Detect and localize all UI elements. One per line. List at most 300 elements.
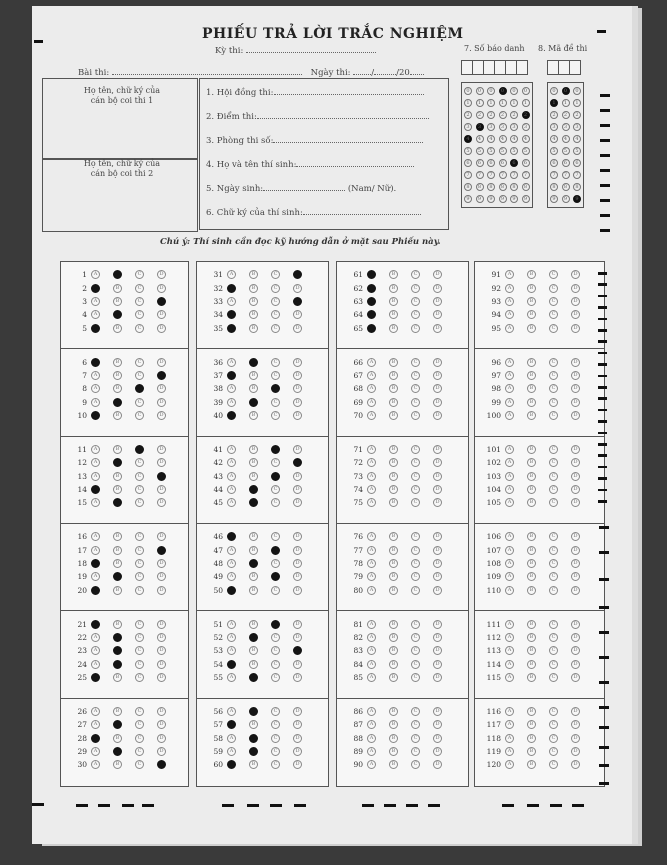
answer-bubble-c[interactable]: C (411, 498, 420, 507)
answer-bubble-b[interactable]: B (113, 485, 122, 494)
answer-bubble-c[interactable]: C (271, 673, 280, 682)
answer-bubble-b[interactable]: B (249, 646, 258, 655)
answer-bubble-b[interactable]: B (113, 720, 122, 729)
answer-bubble-a[interactable]: A (505, 707, 514, 716)
answer-bubble-c[interactable]: C (411, 398, 420, 407)
answer-bubble-d[interactable]: D (293, 297, 302, 306)
answer-bubble-a[interactable]: A (227, 324, 236, 333)
digit-bubble[interactable]: 2 (487, 111, 495, 119)
answer-bubble-c[interactable]: C (549, 673, 558, 682)
answer-bubble-d[interactable]: D (293, 485, 302, 494)
answer-bubble-d[interactable]: D (157, 720, 166, 729)
digit-bubble[interactable]: 4 (522, 135, 530, 143)
answer-bubble-a[interactable]: A (91, 485, 100, 494)
answer-bubble-c[interactable]: C (411, 660, 420, 669)
answer-bubble-c[interactable]: C (549, 498, 558, 507)
answer-bubble-b[interactable]: B (389, 297, 398, 306)
answer-bubble-d[interactable]: D (293, 760, 302, 769)
digit-bubble[interactable]: 1 (573, 99, 581, 107)
digit-bubble[interactable]: 6 (573, 159, 581, 167)
answer-bubble-a[interactable]: A (227, 760, 236, 769)
digit-bubble[interactable]: 8 (499, 183, 507, 191)
answer-bubble-b[interactable]: B (389, 458, 398, 467)
answer-bubble-a[interactable]: A (91, 660, 100, 669)
answer-bubble-c[interactable]: C (271, 384, 280, 393)
digit-bubble[interactable]: 6 (510, 159, 518, 167)
answer-bubble-c[interactable]: C (411, 760, 420, 769)
answer-bubble-c[interactable]: C (271, 324, 280, 333)
digit-bubble[interactable]: 0 (573, 87, 581, 95)
answer-bubble-b[interactable]: B (249, 297, 258, 306)
answer-bubble-c[interactable]: C (549, 384, 558, 393)
bai-thi-field[interactable] (112, 74, 302, 75)
answer-bubble-d[interactable]: D (157, 620, 166, 629)
answer-bubble-b[interactable]: B (389, 398, 398, 407)
answer-bubble-b[interactable]: B (527, 498, 536, 507)
ky-thi-field[interactable] (246, 52, 376, 53)
answer-bubble-a[interactable]: A (505, 458, 514, 467)
answer-bubble-b[interactable]: B (389, 445, 398, 454)
digit-bubble[interactable]: 3 (464, 123, 472, 131)
field-birthdate-input[interactable] (263, 190, 345, 191)
answer-bubble-a[interactable]: A (91, 371, 100, 380)
answer-bubble-d[interactable]: D (433, 572, 442, 581)
answer-bubble-c[interactable]: C (135, 620, 144, 629)
digit-bubble[interactable]: 7 (573, 171, 581, 179)
answer-bubble-c[interactable]: C (549, 660, 558, 669)
answer-bubble-d[interactable]: D (293, 371, 302, 380)
answer-bubble-a[interactable]: A (367, 760, 376, 769)
answer-bubble-c[interactable]: C (411, 620, 420, 629)
answer-bubble-c[interactable]: C (411, 559, 420, 568)
answer-bubble-a[interactable]: A (367, 270, 376, 279)
digit-bubble[interactable]: 7 (562, 171, 570, 179)
answer-bubble-c[interactable]: C (549, 284, 558, 293)
answer-bubble-b[interactable]: B (389, 707, 398, 716)
answer-bubble-b[interactable]: B (249, 633, 258, 642)
answer-bubble-d[interactable]: D (571, 284, 580, 293)
answer-bubble-b[interactable]: B (113, 586, 122, 595)
answer-bubble-b[interactable]: B (113, 707, 122, 716)
digit-bubble[interactable]: 8 (573, 183, 581, 191)
answer-bubble-b[interactable]: B (389, 633, 398, 642)
digit-bubble[interactable]: 4 (573, 135, 581, 143)
answer-bubble-c[interactable]: C (271, 498, 280, 507)
digit-bubble[interactable]: 6 (487, 159, 495, 167)
answer-bubble-b[interactable]: B (527, 270, 536, 279)
digit-bubble[interactable]: 4 (499, 135, 507, 143)
answer-bubble-c[interactable]: C (549, 747, 558, 756)
digit-bubble[interactable]: 8 (476, 183, 484, 191)
answer-bubble-b[interactable]: B (249, 371, 258, 380)
answer-bubble-c[interactable]: C (549, 559, 558, 568)
answer-bubble-c[interactable]: C (135, 384, 144, 393)
digit-bubble[interactable]: 7 (487, 171, 495, 179)
answer-bubble-c[interactable]: C (411, 384, 420, 393)
answer-bubble-a[interactable]: A (505, 720, 514, 729)
answer-bubble-d[interactable]: D (157, 572, 166, 581)
answer-bubble-d[interactable]: D (293, 633, 302, 642)
answer-bubble-a[interactable]: A (91, 646, 100, 655)
answer-bubble-c[interactable]: C (271, 371, 280, 380)
digit-bubble[interactable]: 4 (550, 135, 558, 143)
answer-bubble-c[interactable]: C (135, 270, 144, 279)
digit-bubble[interactable]: 4 (510, 135, 518, 143)
answer-bubble-d[interactable]: D (157, 284, 166, 293)
answer-bubble-b[interactable]: B (113, 384, 122, 393)
answer-bubble-c[interactable]: C (271, 586, 280, 595)
answer-bubble-a[interactable]: A (505, 445, 514, 454)
answer-bubble-d[interactable]: D (293, 398, 302, 407)
answer-bubble-d[interactable]: D (433, 485, 442, 494)
answer-bubble-c[interactable]: C (411, 532, 420, 541)
answer-bubble-a[interactable]: A (91, 760, 100, 769)
answer-bubble-d[interactable]: D (157, 660, 166, 669)
answer-bubble-d[interactable]: D (571, 270, 580, 279)
answer-bubble-d[interactable]: D (293, 445, 302, 454)
answer-bubble-c[interactable]: C (411, 310, 420, 319)
answer-bubble-d[interactable]: D (293, 572, 302, 581)
digit-bubble[interactable]: 4 (487, 135, 495, 143)
answer-bubble-c[interactable]: C (549, 371, 558, 380)
answer-bubble-d[interactable]: D (293, 284, 302, 293)
answer-bubble-d[interactable]: D (293, 720, 302, 729)
digit-bubble[interactable]: 9 (562, 195, 570, 203)
answer-bubble-c[interactable]: C (135, 546, 144, 555)
answer-bubble-c[interactable]: C (411, 284, 420, 293)
answer-bubble-a[interactable]: A (367, 284, 376, 293)
answer-bubble-a[interactable]: A (227, 572, 236, 581)
answer-bubble-b[interactable]: B (527, 358, 536, 367)
answer-bubble-b[interactable]: B (249, 673, 258, 682)
answer-bubble-a[interactable]: A (367, 720, 376, 729)
answer-bubble-d[interactable]: D (433, 297, 442, 306)
answer-bubble-b[interactable]: B (113, 620, 122, 629)
answer-bubble-a[interactable]: A (91, 458, 100, 467)
answer-bubble-b[interactable]: B (527, 398, 536, 407)
answer-bubble-d[interactable]: D (433, 445, 442, 454)
year-field[interactable] (410, 74, 424, 75)
answer-bubble-c[interactable]: C (411, 270, 420, 279)
answer-bubble-c[interactable]: C (549, 734, 558, 743)
answer-bubble-b[interactable]: B (389, 572, 398, 581)
answer-bubble-a[interactable]: A (505, 559, 514, 568)
answer-bubble-d[interactable]: D (293, 734, 302, 743)
answer-bubble-a[interactable]: A (505, 646, 514, 655)
answer-bubble-d[interactable]: D (433, 284, 442, 293)
answer-bubble-b[interactable]: B (113, 284, 122, 293)
answer-bubble-d[interactable]: D (157, 270, 166, 279)
digit-bubble[interactable]: 3 (522, 123, 530, 131)
digit-bubble[interactable]: 8 (510, 183, 518, 191)
answer-bubble-a[interactable]: A (505, 297, 514, 306)
answer-bubble-d[interactable]: D (571, 445, 580, 454)
answer-bubble-d[interactable]: D (157, 707, 166, 716)
answer-bubble-b[interactable]: B (249, 532, 258, 541)
answer-bubble-b[interactable]: B (249, 384, 258, 393)
answer-bubble-a[interactable]: A (505, 270, 514, 279)
answer-bubble-c[interactable]: C (411, 472, 420, 481)
answer-bubble-d[interactable]: D (293, 546, 302, 555)
answer-bubble-d[interactable]: D (433, 358, 442, 367)
digit-bubble[interactable]: 6 (550, 159, 558, 167)
answer-bubble-d[interactable]: D (157, 747, 166, 756)
answer-bubble-b[interactable]: B (389, 646, 398, 655)
answer-bubble-a[interactable]: A (367, 660, 376, 669)
answer-bubble-a[interactable]: A (227, 546, 236, 555)
sbd-write-cells[interactable] (461, 60, 527, 75)
answer-bubble-b[interactable]: B (113, 572, 122, 581)
digit-bubble[interactable]: 1 (476, 99, 484, 107)
answer-bubble-c[interactable]: C (411, 458, 420, 467)
answer-bubble-d[interactable]: D (433, 310, 442, 319)
answer-bubble-c[interactable]: C (549, 760, 558, 769)
answer-bubble-a[interactable]: A (505, 572, 514, 581)
answer-bubble-c[interactable]: C (271, 546, 280, 555)
answer-bubble-c[interactable]: C (271, 747, 280, 756)
answer-bubble-b[interactable]: B (249, 472, 258, 481)
answer-bubble-d[interactable]: D (433, 384, 442, 393)
answer-bubble-a[interactable]: A (367, 398, 376, 407)
answer-bubble-d[interactable]: D (433, 720, 442, 729)
answer-bubble-b[interactable]: B (113, 297, 122, 306)
answer-bubble-a[interactable]: A (367, 747, 376, 756)
digit-bubble[interactable]: 0 (464, 87, 472, 95)
answer-bubble-b[interactable]: B (389, 760, 398, 769)
answer-bubble-a[interactable]: A (91, 297, 100, 306)
answer-bubble-c[interactable]: C (135, 646, 144, 655)
digit-bubble[interactable]: 5 (573, 147, 581, 155)
digit-bubble[interactable]: 4 (562, 135, 570, 143)
answer-bubble-b[interactable]: B (249, 734, 258, 743)
digit-bubble[interactable]: 3 (487, 123, 495, 131)
digit-bubble[interactable]: 9 (550, 195, 558, 203)
answer-bubble-c[interactable]: C (411, 646, 420, 655)
answer-bubble-d[interactable]: D (433, 324, 442, 333)
answer-bubble-d[interactable]: D (157, 371, 166, 380)
answer-bubble-a[interactable]: A (227, 747, 236, 756)
answer-bubble-a[interactable]: A (367, 297, 376, 306)
answer-bubble-b[interactable]: B (113, 310, 122, 319)
answer-bubble-d[interactable]: D (293, 472, 302, 481)
answer-bubble-d[interactable]: D (571, 358, 580, 367)
answer-bubble-b[interactable]: B (249, 445, 258, 454)
answer-bubble-b[interactable]: B (249, 760, 258, 769)
answer-bubble-d[interactable]: D (157, 646, 166, 655)
answer-bubble-d[interactable]: D (157, 324, 166, 333)
answer-bubble-c[interactable]: C (411, 546, 420, 555)
made-write-cells[interactable] (547, 60, 580, 75)
answer-bubble-d[interactable]: D (433, 586, 442, 595)
answer-bubble-b[interactable]: B (527, 411, 536, 420)
digit-bubble[interactable]: 2 (550, 111, 558, 119)
answer-bubble-b[interactable]: B (389, 310, 398, 319)
answer-bubble-d[interactable]: D (571, 747, 580, 756)
answer-bubble-b[interactable]: B (249, 284, 258, 293)
answer-bubble-b[interactable]: B (249, 707, 258, 716)
answer-bubble-a[interactable]: A (227, 532, 236, 541)
answer-bubble-b[interactable]: B (113, 398, 122, 407)
answer-bubble-c[interactable]: C (549, 620, 558, 629)
answer-bubble-c[interactable]: C (271, 411, 280, 420)
answer-bubble-b[interactable]: B (113, 633, 122, 642)
answer-bubble-b[interactable]: B (249, 270, 258, 279)
answer-bubble-d[interactable]: D (433, 498, 442, 507)
answer-bubble-c[interactable]: C (411, 633, 420, 642)
answer-bubble-a[interactable]: A (91, 472, 100, 481)
answer-bubble-c[interactable]: C (549, 720, 558, 729)
answer-bubble-a[interactable]: A (367, 358, 376, 367)
answer-bubble-c[interactable]: C (549, 546, 558, 555)
answer-bubble-a[interactable]: A (227, 458, 236, 467)
digit-bubble[interactable]: 0 (476, 87, 484, 95)
field-signature-input[interactable] (303, 214, 421, 215)
answer-bubble-d[interactable]: D (293, 586, 302, 595)
field-room-input[interactable] (273, 142, 423, 143)
answer-bubble-d[interactable]: D (571, 559, 580, 568)
answer-bubble-d[interactable]: D (571, 760, 580, 769)
answer-bubble-d[interactable]: D (157, 586, 166, 595)
digit-bubble[interactable]: 6 (562, 159, 570, 167)
answer-bubble-b[interactable]: B (249, 572, 258, 581)
answer-bubble-c[interactable]: C (135, 358, 144, 367)
answer-bubble-a[interactable]: A (91, 445, 100, 454)
answer-bubble-c[interactable]: C (271, 707, 280, 716)
answer-bubble-c[interactable]: C (549, 572, 558, 581)
answer-bubble-a[interactable]: A (367, 384, 376, 393)
answer-bubble-c[interactable]: C (549, 532, 558, 541)
digit-bubble[interactable]: 0 (522, 87, 530, 95)
digit-bubble[interactable]: 7 (550, 171, 558, 179)
answer-bubble-d[interactable]: D (571, 498, 580, 507)
answer-bubble-c[interactable]: C (411, 358, 420, 367)
digit-bubble[interactable]: 0 (499, 87, 507, 95)
answer-bubble-b[interactable]: B (249, 546, 258, 555)
answer-bubble-d[interactable]: D (157, 445, 166, 454)
answer-bubble-d[interactable]: D (157, 559, 166, 568)
answer-bubble-c[interactable]: C (271, 720, 280, 729)
answer-bubble-a[interactable]: A (367, 324, 376, 333)
digit-bubble[interactable]: 5 (562, 147, 570, 155)
answer-bubble-c[interactable]: C (135, 498, 144, 507)
answer-bubble-c[interactable]: C (271, 458, 280, 467)
digit-bubble[interactable]: 9 (487, 195, 495, 203)
answer-bubble-a[interactable]: A (91, 707, 100, 716)
answer-bubble-a[interactable]: A (227, 398, 236, 407)
answer-bubble-d[interactable]: D (433, 707, 442, 716)
answer-bubble-d[interactable]: D (433, 458, 442, 467)
answer-bubble-b[interactable]: B (527, 485, 536, 494)
answer-bubble-a[interactable]: A (367, 707, 376, 716)
field-full-name-input[interactable] (296, 166, 414, 167)
answer-bubble-d[interactable]: D (433, 747, 442, 756)
answer-bubble-c[interactable]: C (135, 660, 144, 669)
answer-bubble-b[interactable]: B (527, 371, 536, 380)
answer-bubble-c[interactable]: C (549, 310, 558, 319)
answer-bubble-d[interactable]: D (433, 546, 442, 555)
answer-bubble-d[interactable]: D (571, 620, 580, 629)
answer-bubble-b[interactable]: B (389, 324, 398, 333)
digit-bubble[interactable]: 2 (510, 111, 518, 119)
answer-bubble-a[interactable]: A (367, 586, 376, 595)
answer-bubble-b[interactable]: B (527, 660, 536, 669)
answer-bubble-b[interactable]: B (527, 633, 536, 642)
answer-bubble-a[interactable]: A (91, 747, 100, 756)
answer-bubble-d[interactable]: D (433, 673, 442, 682)
answer-bubble-b[interactable]: B (389, 673, 398, 682)
answer-bubble-a[interactable]: A (505, 586, 514, 595)
answer-bubble-a[interactable]: A (505, 371, 514, 380)
answer-bubble-b[interactable]: B (113, 270, 122, 279)
answer-bubble-b[interactable]: B (527, 384, 536, 393)
answer-bubble-b[interactable]: B (527, 673, 536, 682)
answer-bubble-a[interactable]: A (367, 572, 376, 581)
digit-bubble[interactable]: 7 (476, 171, 484, 179)
answer-bubble-a[interactable]: A (91, 310, 100, 319)
answer-bubble-b[interactable]: B (389, 620, 398, 629)
answer-bubble-c[interactable]: C (411, 720, 420, 729)
answer-bubble-d[interactable]: D (571, 720, 580, 729)
digit-bubble[interactable]: 5 (522, 147, 530, 155)
digit-bubble[interactable]: 1 (510, 99, 518, 107)
answer-bubble-b[interactable]: B (527, 620, 536, 629)
answer-bubble-c[interactable]: C (549, 458, 558, 467)
digit-bubble[interactable]: 7 (522, 171, 530, 179)
answer-bubble-c[interactable]: C (411, 297, 420, 306)
answer-bubble-b[interactable]: B (527, 546, 536, 555)
answer-bubble-a[interactable]: A (367, 310, 376, 319)
answer-bubble-d[interactable]: D (293, 660, 302, 669)
answer-bubble-d[interactable]: D (433, 398, 442, 407)
answer-bubble-b[interactable]: B (249, 620, 258, 629)
answer-bubble-c[interactable]: C (549, 411, 558, 420)
answer-bubble-c[interactable]: C (135, 284, 144, 293)
answer-bubble-b[interactable]: B (389, 720, 398, 729)
answer-bubble-a[interactable]: A (227, 633, 236, 642)
answer-bubble-a[interactable]: A (227, 646, 236, 655)
answer-bubble-c[interactable]: C (271, 532, 280, 541)
answer-bubble-d[interactable]: D (157, 498, 166, 507)
answer-bubble-b[interactable]: B (389, 747, 398, 756)
digit-bubble[interactable]: 2 (522, 111, 530, 119)
digit-bubble[interactable]: 8 (522, 183, 530, 191)
answer-bubble-a[interactable]: A (367, 546, 376, 555)
answer-bubble-c[interactable]: C (549, 398, 558, 407)
digit-bubble[interactable]: 8 (464, 183, 472, 191)
answer-bubble-d[interactable]: D (157, 310, 166, 319)
answer-bubble-c[interactable]: C (271, 284, 280, 293)
digit-bubble[interactable]: 2 (573, 111, 581, 119)
answer-bubble-b[interactable]: B (527, 720, 536, 729)
answer-bubble-d[interactable]: D (157, 485, 166, 494)
answer-bubble-c[interactable]: C (135, 411, 144, 420)
answer-bubble-d[interactable]: D (571, 646, 580, 655)
digit-bubble[interactable]: 5 (510, 147, 518, 155)
answer-bubble-c[interactable]: C (135, 458, 144, 467)
answer-bubble-c[interactable]: C (411, 324, 420, 333)
answer-bubble-a[interactable]: A (505, 633, 514, 642)
answer-bubble-d[interactable]: D (293, 532, 302, 541)
answer-bubble-a[interactable]: A (227, 472, 236, 481)
answer-bubble-a[interactable]: A (367, 472, 376, 481)
answer-bubble-a[interactable]: A (505, 747, 514, 756)
answer-bubble-b[interactable]: B (113, 411, 122, 420)
answer-bubble-c[interactable]: C (135, 324, 144, 333)
answer-bubble-c[interactable]: C (271, 760, 280, 769)
answer-bubble-a[interactable]: A (227, 384, 236, 393)
answer-bubble-d[interactable]: D (157, 458, 166, 467)
answer-bubble-b[interactable]: B (249, 324, 258, 333)
